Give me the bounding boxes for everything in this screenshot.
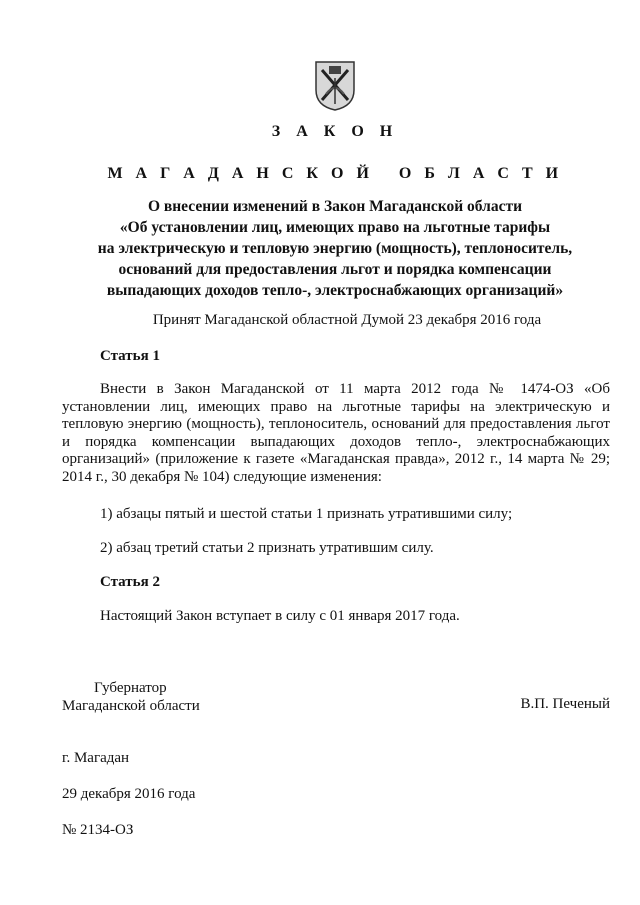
signatory-name: В.П. Печеный — [520, 696, 610, 712]
document-type-heading: З А К О Н — [271, 123, 399, 140]
adoption-note: Принят Магаданской областной Думой 23 декабря 2016 года — [152, 312, 542, 328]
article-1-item-2: 2) абзац третий статьи 2 признать утратившим силу. — [100, 540, 434, 556]
region-heading: М А Г А Д А Н С К О Й О Б Л А С Т И — [107, 165, 563, 182]
law-number: № 2134-ОЗ — [62, 822, 134, 838]
article-1-paragraph: Внести в Закон Магаданской от 11 марта 2012 года № 1474-ОЗ «Об установлении лиц, имеющих право на льготные тарифы на электрическую и тепловую энергию (мощность), теплоноситель, оснований для предоставления льгот и порядка компенсации выпадающих доходов тепло-, электроснабжающих организаций» (приложение к газете «Магаданская правда», 2012 г., 14 марта № 29; 2014 г., 30 декабря № 104) следующие изменения: — [62, 381, 610, 485]
subject-line: оснований для предоставления льгот и порядка компенсации — [118, 261, 552, 278]
signatory-title-line1: Губернатор — [94, 680, 167, 696]
signatory-title-line2: Магаданской области — [62, 698, 200, 714]
law-subject-title — [40, 196, 630, 301]
place-of-signing: г. Магадан — [62, 750, 130, 766]
subject-line: «Об установлении лиц, имеющих право на льготные тарифы — [119, 219, 551, 236]
subject-line: на электрическую и тепловую энергию (мощность), теплоноситель, — [97, 240, 573, 257]
subject-line: О внесении изменений в Закон Магаданской области — [147, 198, 523, 215]
article-2-heading: Статья 2 — [100, 574, 160, 590]
signing-date: 29 декабря 2016 года — [62, 786, 196, 802]
subject-line: выпадающих доходов тепло-, электроснабжающих организаций» — [106, 282, 564, 299]
signatory-title — [62, 679, 200, 715]
article-1-heading: Статья 1 — [100, 348, 160, 364]
article-1-item-1: 1) абзацы пятый и шестой статьи 1 признать утратившими силу; — [100, 506, 513, 522]
article-2-paragraph: Настоящий Закон вступает в силу с 01 января 2017 года. — [100, 608, 460, 624]
coat-of-arms-icon — [314, 60, 356, 112]
